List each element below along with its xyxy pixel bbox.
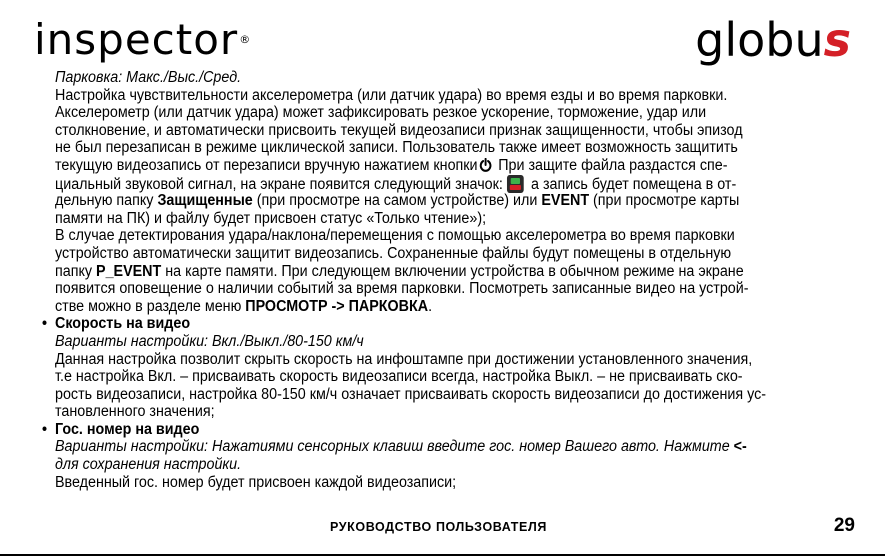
text-span: текущую видеозапись от перезаписи вручную нажатием кнопки [55, 156, 478, 174]
heading-text: Скорость на видео [55, 315, 191, 333]
logo-text: inspector [34, 15, 239, 64]
text-span: (при просмотре на самом устройстве) или [252, 192, 542, 210]
globus-logo [695, 14, 851, 66]
footer-title: РУКОВОДСТВО ПОЛЬЗОВАТЕЛЯ [330, 520, 547, 534]
section-heading [41, 420, 799, 439]
setting-options: Варианты настройки: Вкл./Выкл./80-150 км/ч [55, 332, 364, 350]
text-span: дельную папку [55, 192, 158, 210]
text-span: . [428, 297, 433, 315]
registered-mark: ® [239, 33, 252, 46]
text-span: на карте памяти. При следующем включении устройства в обычном режиме на экране [161, 262, 744, 280]
text-span: При защите файла раздастся спе- [494, 156, 728, 174]
paragraph-line [55, 263, 799, 281]
paragraph-line: столкновение, и автоматически присвоить текущей видеозаписи признак защищенности, чтобы эпизод [55, 121, 743, 139]
setting-options: для сохранения настройки. [55, 456, 242, 474]
setting-options [55, 438, 799, 456]
bullet-icon: • [41, 315, 47, 333]
bullet-icon: • [41, 420, 47, 438]
paragraph-line: Данная настройка позволит скрыть скорость на инфоштампе при достижении установленного значения, [55, 350, 753, 368]
heading-text: Гос. номер на видео [55, 420, 200, 438]
text-span: (при просмотре карты [589, 192, 740, 210]
power-icon [479, 158, 492, 172]
section-heading [41, 315, 799, 333]
text-span: циальный звуковой сигнал, на экране появится следующий значок: [55, 175, 503, 193]
folder-name: Защищенные [157, 192, 253, 210]
paragraph-line: В случае детектирования удара/наклона/перемещения с помощью акселерометра во время парковки [55, 227, 735, 245]
paragraph-line: т.е настройка Вкл. – присваивать скорость видеозаписи всегда, настройка Выкл. – не присваивать ско- [55, 368, 743, 386]
text-span: Варианты настройки: Нажатиями сенсорных клавиш введите гос. номер Вашего авто. Нажмите [55, 438, 734, 456]
inspector-logo [34, 16, 251, 64]
paragraph-line: Акселерометр (или датчик удара) может зафиксировать резкое ускорение, торможение, удар или [55, 104, 707, 122]
protected-file-icon [507, 175, 524, 193]
paragraph-line: Настройка чувствительности акселерометра (или датчик удара) во время езды и во время парковки. [55, 86, 728, 104]
paragraph-line: рость видеозаписи, настройка 80-150 км/ч означает присваивать скорость видеозаписи до достижения ус- [55, 385, 767, 403]
paragraph-line [55, 298, 799, 316]
folder-name: P_EVENT [96, 262, 162, 280]
menu-path: ПРОСМОТР -> ПАРКОВКА [245, 297, 429, 315]
text-span: а запись будет помещена в от- [527, 175, 737, 193]
key-symbol: <- [733, 438, 747, 456]
paragraph-line [55, 157, 799, 175]
paragraph-line: устройство автоматически защитит видеозапись. Сохраненные файлы будут помещены в отдельную [55, 244, 732, 262]
paragraph-line: появится оповещение о наличии событий за время парковки. Посмотреть записанные видео на устрой- [55, 280, 749, 298]
paragraph-line [55, 175, 799, 193]
paragraph-line: Введенный гос. номер будет присвоен каждой видеозаписи; [55, 473, 457, 491]
logo-text-accent: s [823, 13, 851, 67]
paragraph-line: тановленного значения; [55, 403, 215, 421]
text-span: папку [55, 262, 97, 280]
paragraph-line: не был перезаписан в режиме циклической записи. Пользователь также имеет возможность защитить [55, 139, 738, 157]
manual-text [41, 69, 799, 491]
page-number: 29 [833, 515, 855, 536]
paragraph-line: памяти на ПК) и файлу будет присвоен статус «Только чтение»); [55, 209, 487, 227]
logo-text-main: globu [695, 13, 824, 67]
folder-name: EVENT [541, 192, 590, 210]
text-span: стве можно в разделе меню [55, 297, 246, 315]
paragraph-line [55, 192, 799, 210]
setting-options: Парковка: Макс./Выс./Сред. [55, 69, 242, 86]
